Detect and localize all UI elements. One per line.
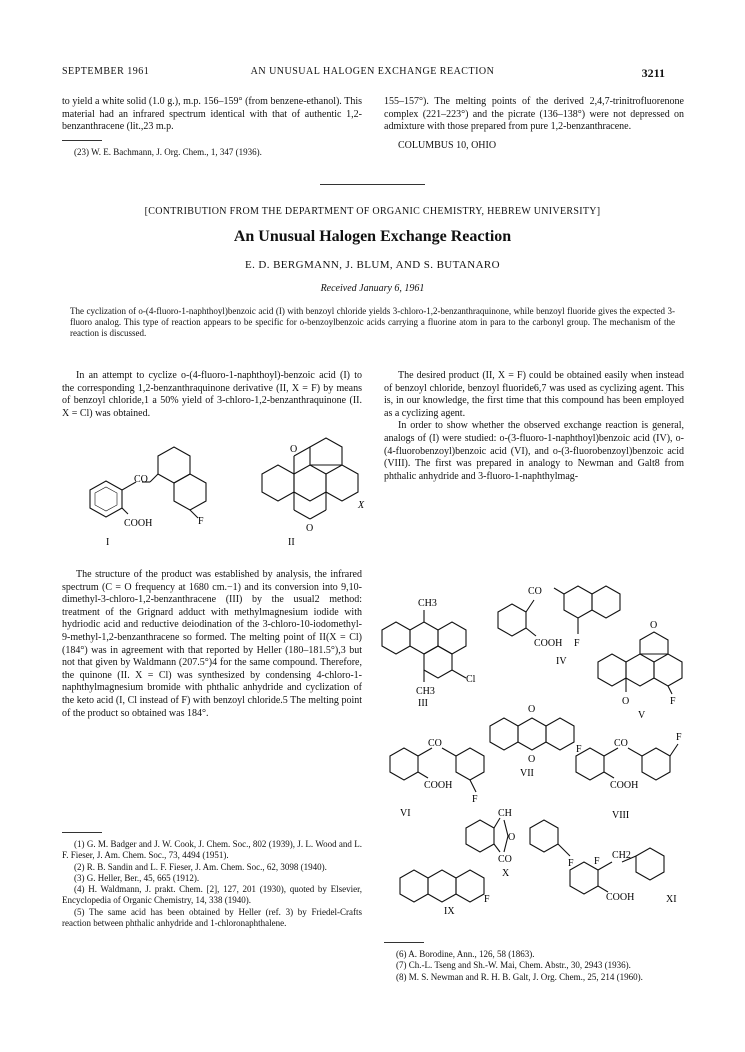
structure-VII-o-top: O [528, 704, 536, 715]
structure-V-o-top: O [650, 620, 658, 631]
structure-II-x: X [358, 500, 365, 511]
structure-VI-cooh: COOH [424, 780, 453, 791]
structure-III-cl: Cl [466, 674, 476, 685]
structure-IV-f: F [574, 638, 580, 649]
structure-III-ch3-top: CH3 [418, 598, 437, 609]
structure-VII-label: VII [520, 768, 534, 779]
article-title: An Unusual Halogen Exchange Reaction [233, 228, 512, 245]
structures-I-II [62, 428, 365, 558]
structure-X-ch: CH [498, 808, 512, 819]
previous-article-text: to yield a white solid (1.0 g.), m.p. 156–159° (from benzene-ethanol). This material had an infrared spectrum identical with that of authentic 1,2-benzanthracene (lit.,23 m.p. [62, 96, 362, 133]
structure-XI-cooh: COOH [606, 892, 635, 903]
article-authors: E. D. BERGMANN, J. BLUM, AND S. BUTANARO [245, 259, 500, 271]
structure-VIII-cooh: COOH [610, 780, 639, 791]
structure-X-label: X [502, 868, 510, 879]
structure-I-label: I [106, 537, 110, 548]
footnote-2: (2) R. B. Sandin and L. F. Fieser, J. Am. Chem. Soc., 62, 3098 (1940). [74, 861, 327, 872]
structure-X-f: F [568, 858, 574, 869]
footnote-5: (5) The same acid has been obtained by Heller (ref. 3) by Friedel-Crafts reaction between phthalic anhydride and 1-chloronaphthalene. [62, 906, 362, 929]
previous-article-end-right [384, 96, 684, 152]
running-header-date: SEPTEMBER 1961 [62, 66, 150, 77]
structure-IV-co: CO [528, 586, 542, 597]
contribution-line: [CONTRIBUTION FROM THE DEPARTMENT OF ORGANIC CHEMISTRY, HEBREW UNIVERSITY] [144, 206, 601, 217]
page-number: 3211 [641, 66, 665, 80]
structure-IV-cooh: COOH [534, 638, 563, 649]
structure-XI-f: F [594, 856, 600, 867]
paragraph-structure-proof: The structure of the product was established by analysis, the infrared spectrum (C = O frequency at 1680 cm.−1) and its conversion into 9,10-dimethyl-3-chloro-1,2-benzanthracene (III) by the usual2 method: treatment of the Grignard adduct with methylmagnesium iodide with hydriodic acid and reductive deiodination of the 3-chloro-10-iodomethyl-9-methyl-1,2-benzanthracene so formed. The melting point of II(X = Cl) (184°) was in agreement with that reported by Heller (180–181.5°),3 but not that given by Waldmann (207.5°)4 for the same compound. Therefore, the quinone (II. X = Cl) was synthesized by condensing 4-chloro-1-naphthylmagnesium bromide with phthalic anhydride and cyclization of the keto acid (I, Cl instead of F) with benzoyl chloride.5 The melting point of the product so obtained was 184°. [62, 569, 362, 719]
structure-VIII-co: CO [614, 738, 628, 749]
structure-XI-label: XI [666, 894, 677, 905]
footnote-23: (23) W. E. Bachmann, J. Org. Chem., 1, 347 (1936). [74, 146, 262, 157]
structures-III-XI [380, 566, 690, 917]
received-date: Received January 6, 1961 [320, 283, 425, 294]
running-header-title: AN UNUSUAL HALOGEN EXCHANGE REACTION [250, 66, 495, 77]
structure-VII-f: F [576, 744, 582, 755]
structure-V-f: F [670, 696, 676, 707]
abstract: The cyclization of o-(4-fluoro-1-naphthoyl)benzoic acid (I) with benzoyl chloride yields 3-chloro-1,2-benzanthraquinone, while benzoyl fluoride gives the expected 3-fluoro analog. This type of reaction appears to be specific for o-benzoylbenzoic acids carrying a fluorine atom in para to the carbonyl group. The mechanism of the reaction is discussed. [70, 306, 675, 338]
footnote-8: (8) M. S. Newman and R. H. B. Galt, J. Org. Chem., 25, 214 (1960). [396, 971, 643, 982]
structure-XI-ch2: CH2 [612, 850, 631, 861]
footnote-3: (3) G. Heller, Ber., 45, 665 (1912). [74, 872, 200, 883]
structure-IV-label: IV [556, 656, 567, 667]
footnote-6: (6) A. Borodine, Ann., 126, 58 (1863). [396, 949, 535, 959]
structure-V-o-bottom: O [622, 696, 630, 707]
body-left-intro [62, 370, 362, 420]
structure-V-label: V [638, 710, 646, 721]
body-right [384, 370, 684, 483]
structure-II-label: II [288, 537, 295, 548]
structure-VIII-label: VIII [612, 810, 630, 821]
structure-III-ch3-bottom: CH3 [416, 686, 435, 697]
previous-article-end-left [62, 96, 362, 158]
paragraph-benzoyl-fluoride: The desired product (II, X = F) could be obtained easily when instead of benzoyl chloride, benzoyl fluoride6,7 was used as cyclizing agent. This is, in our knowledge, the first time that this compound has been employed as a cyclizing agent. [384, 370, 684, 419]
previous-article-text-right: 155–157°). The melting points of the derived 2,4,7-trinitrofluorenone complex (221–223°) and the picrate (136–138°) were not depressed on admixture with those prepared from pure 1,2-benzanthracene. [384, 96, 684, 133]
footnote-1: (1) G. M. Badger and J. W. Cook, J. Chem. Soc., 802 (1939), J. L. Wood and L. F. Fieser, J. Am. Chem. Soc., 73, 4494 (1951). [62, 839, 362, 861]
structure-IX-f: F [484, 894, 490, 905]
structure-III-label: III [418, 698, 428, 709]
footnote-divider-right [384, 942, 424, 943]
footnote-4: (4) H. Waldmann, J. prakt. Chem. [2], 127, 201 (1930), quoted by Elsevier, Encyclopedia of Organic Chemistry, 14, 338 (1940). [62, 884, 362, 906]
structure-VIII-f: F [676, 732, 682, 743]
structure-II-o-top: O [290, 444, 298, 455]
structure-X-o: O [508, 832, 516, 843]
structure-II-o-bottom: O [306, 523, 314, 534]
structure-I-co: CO [134, 474, 148, 485]
footnotes-left [62, 832, 362, 929]
structure-VI-co: CO [428, 738, 442, 749]
author-address: COLUMBUS 10, OHIO [398, 139, 497, 151]
structure-I-naphthalene-ring [158, 447, 190, 483]
structure-II-left-ring [262, 465, 294, 501]
paragraph-intro: In an attempt to cyclize o-(4-fluoro-1-naphthoyl)-benzoic acid (I) to the corresponding 1,2-benzanthraquinone derivative (II, X = F) by means of benzoyl chloride,1 a 50% yield of 3-chloro-1,2-benzanthraquinone (II. X = Cl) was obtained. [62, 370, 362, 419]
footnotes-right [384, 942, 684, 983]
structure-VII-o-bottom: O [528, 754, 536, 765]
structure-VI-label: VI [400, 808, 411, 819]
structure-I-cooh: COOH [124, 518, 153, 529]
structure-IX-label: IX [444, 906, 455, 917]
footnote-divider [62, 140, 102, 141]
footnote-7: (7) Ch.-L. Tseng and Sh.-W. Mai, Chem. Abstr., 30, 2943 (1936). [396, 960, 631, 971]
body-left-structure-proof [62, 569, 362, 720]
paragraph-analogs: In order to show whether the observed exchange reaction is general, analogs of (I) were studied: o-(3-fluoro-1-naphthoyl)benzoic acid (IV), o-(4-fluorobenzoyl)benzoic acid (VI), and o-(3-fluorobenzoyl)benzoic acid (VIII). The first was prepared in analogy to Newman and Galt8 from phthalic anhydride and 3-fluoro-1-naphthylmag- [384, 420, 684, 482]
structure-X-co: CO [498, 854, 512, 865]
article-separator [320, 184, 425, 185]
structure-VI-f: F [472, 794, 478, 805]
footnote-divider-left [62, 832, 102, 833]
structure-I-f: F [198, 516, 204, 527]
